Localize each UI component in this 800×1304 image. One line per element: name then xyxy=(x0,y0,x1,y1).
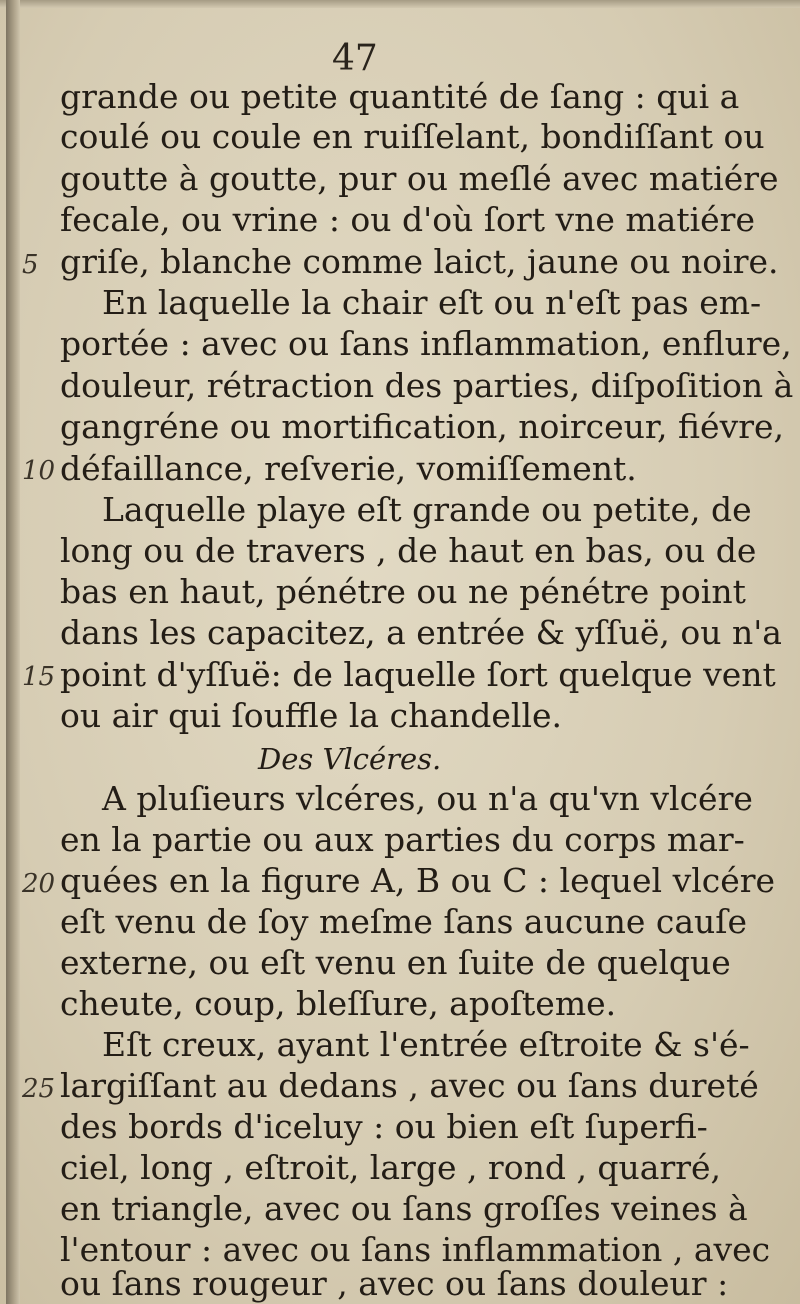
text-line: bas en haut, pénétre ou ne pénétre point xyxy=(60,572,746,611)
text-line: l'entour : avec ou ſans inflammation , avec xyxy=(60,1230,771,1269)
line-number: 5 xyxy=(22,250,39,280)
text-line: cheute, coup, bleſſure, apoſteme. xyxy=(60,984,617,1023)
line-number: 15 xyxy=(22,662,56,692)
text-line: quées en la figure A, B ou C : lequel vlcére xyxy=(60,861,776,900)
text-line: Eſt creux, ayant l'entrée eſtroite & s'é- xyxy=(102,1025,750,1064)
page-top-edge xyxy=(0,0,800,8)
text-line: dans les capacitez, a entrée & yſſuë, ou n'a xyxy=(60,613,782,652)
page-gutter-shadow xyxy=(6,0,20,1304)
text-line: eſt venu de ſoy meſme ſans aucune cauſe xyxy=(60,902,748,941)
text-line: long ou de travers , de haut en bas, ou de xyxy=(60,531,757,570)
text-line: en la partie ou aux parties du corps mar- xyxy=(60,820,745,859)
text-line: grande ou petite quantité de ſang : qui a xyxy=(60,77,740,116)
text-line: gangréne ou mortification, noirceur, fiévre, xyxy=(60,407,785,446)
line-number: 10 xyxy=(22,456,56,486)
text-line: Laquelle playe eſt grande ou petite, de xyxy=(102,490,752,529)
text-line: douleur, rétraction des parties, diſpoſition à xyxy=(60,366,794,405)
line-number: 20 xyxy=(22,869,56,899)
text-line: défaillance, reſverie, vomiſſement. xyxy=(60,449,637,488)
text-line: des bords d'iceluy : ou bien eſt ſuperfi- xyxy=(60,1107,708,1146)
text-line: coulé ou coule en ruiſſelant, bondiſſant ou xyxy=(60,117,765,156)
text-line: ou air qui ſouffle la chandelle. xyxy=(60,696,563,735)
text-line: griſe, blanche comme laict, jaune ou noire. xyxy=(60,242,779,281)
text-line: A pluſieurs vlcéres, ou n'a qu'vn vlcére xyxy=(102,779,753,818)
text-line: ou ſans rougeur , avec ou ſans douleur : xyxy=(60,1264,729,1303)
text-line: goutte à goutte, pur ou meſlé avec matiére xyxy=(60,159,779,198)
text-line: point d'yſſuë: de laquelle ſort quelque vent xyxy=(60,655,776,694)
text-line: En laquelle la chair eſt ou n'eſt pas em- xyxy=(102,283,762,322)
text-line: largiſſant au dedans , avec ou ſans dureté xyxy=(60,1066,759,1105)
text-line: fecale, ou vrine : ou d'où ſort vne matiére xyxy=(60,200,755,239)
text-line: ciel, long , eſtroit, large , rond , quarré, xyxy=(60,1148,722,1187)
line-number: 25 xyxy=(22,1074,56,1104)
text-line: portée : avec ou ſans inflammation, enflure, xyxy=(60,324,792,363)
section-heading: Des Vlcéres. xyxy=(258,742,442,776)
page-number: 47 xyxy=(332,38,378,79)
text-line: en triangle, avec ou ſans groſſes veines à xyxy=(60,1189,748,1228)
text-line: externe, ou eſt venu en ſuite de quelque xyxy=(60,943,731,982)
